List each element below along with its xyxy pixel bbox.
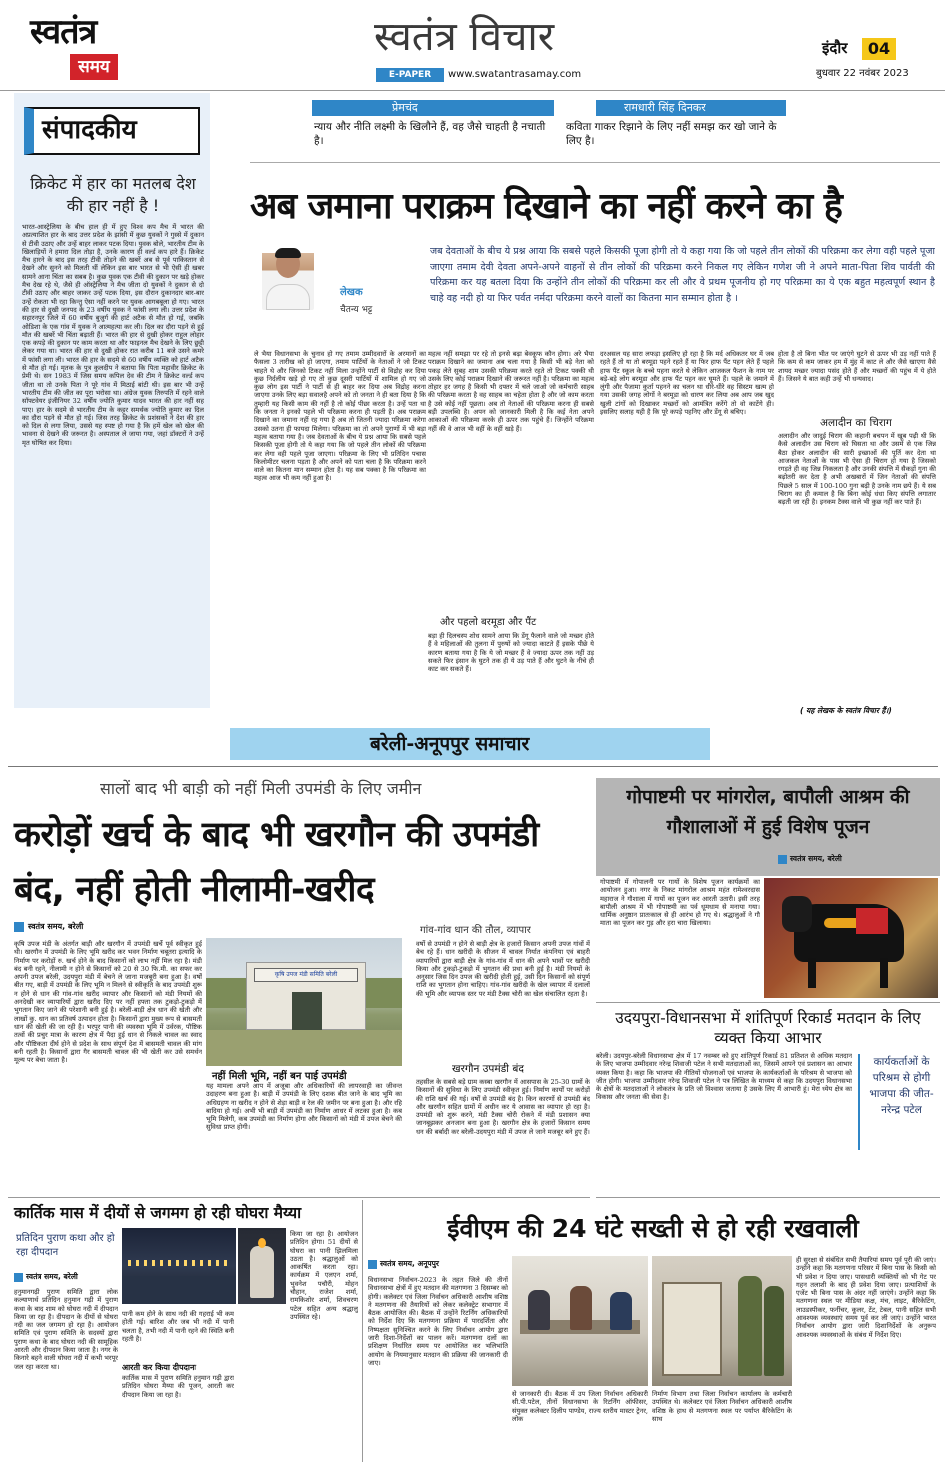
story5-col-1: विधानसभा निर्वाचन-2023 के तहत जिले की तीनों विधानसभा क्षेत्रों में हुए मतदान की मतगणना 3 दिसम्बर को होगी। कलेक्टर एवं जिला निर्वाचन अधिकारी आशीष वशिष्ठ ने मतगणना की तैयारियों को लेकर कलेक्ट्रेट सभागार में बैठक आयोजित की। बैठक में उन्होंने रिटर्निंग अधिकारियों को निर्देश दिए कि मतगणना प्रक्रिया में पारदर्शिता और निष्पक्षता सुनिश्चित करने के लिए निर्वाचन आयोग द्वारा जारी दिशा-निर्देशों का पालन करें। मतगणना दलों का प्रशिक्षण निर्धारित समय पर आयोजित कर भलिभांति आयोग के नियमानुसार मतदान की प्रक्रिया की जानकारी दी जाए। xyxy=(368,1276,508,1367)
page-number: 04 xyxy=(862,38,896,60)
story1-photo-caption: नहीं मिली भूमि, नहीं बन पाई उपमंडी xyxy=(212,1071,347,1082)
story5-photo-1-person-c xyxy=(610,1292,632,1330)
story2-headline: गोपाष्टमी पर मांगरोल, बापौली आश्रम की गौशालाओं में हुई विशेष पूजन xyxy=(626,786,910,838)
story2-body: गोपाष्टमी में गोपालनी पर गायों के विशेष पूजन कार्यक्रमों का आयोजन हुआ। नगर के निकट मांगरोल आश्रम महंत रामेश्वरदास महाराज ने गौशाला में गायों का पूजन कर आरती उतारी। इसी तरह बापौली आश्रम में भी गोपाष्टमी का पर्व धूमधाम से मनाया गया। धार्मिक अनुष्ठान प्रातःकाल से ही आरंभ हो गए थे। श्रद्धालुओं ने गौ माता का पूजन कर गुड़ और हरा चारा खिलाया। xyxy=(600,878,760,928)
story1-col-2b: तहसील के सबसे बड़े ग्राम कस्बा खरगौन में आसपास के 25-30 ग्रामों के किसानों की सुविधा के लिए उपमंडी स्वीकृत हुई। निर्माण कार्यों पर करोड़ों की राशि खर्च की गई। वर्षों से उपमंडी बंद है। किन कारणों से उपमंडी बंद और खरगौन सहित ग्रामों में अधीन कर ये आवास का व्यापार हो रहा है। उपमंडी को शुरू करने, मंडी टैक्स चोरी रोकने में मंडी प्रशासन क्या जानबूझकर अनजान बना हुआ है। खरगौन क्षेत्र के हजारों किसान समय धन की बर्बादी कर बरेली-उदयपुरा मंडी में उपज ले जाने मजबूर बने हुए हैं। xyxy=(416,1078,590,1136)
masthead xyxy=(0,0,945,92)
story4-col-2c: कार्तिक मास में पुराण समिति हनुमान गढ़ी द्वारा प्रतिदिन घोघरा मैय्या की पूजन, आरती कर दीपदान किया जा रहा है। xyxy=(122,1374,234,1399)
main-col-4: होता है तो बिना भीत पर जाएंगे घुटने से ऊपर भी उड़ नहीं पाते हैं कि कम से कम जाकर हम में मुंह में काट ले और जैसे खाएगा वैसे शायद मच्छर ज्यादा पसंद होते हैं और मच्छरों की पहुंच में ये होते हैं। जिसने ये बात कही उन्हें भी धन्यवाद। xyxy=(778,350,936,383)
story3-pull-quote: कार्यकर्ताओं के परिश्रम से होगी भाजपा की जीत-नरेन्द्र पटेल xyxy=(858,1054,940,1150)
story4-byline: स्वतंत्र समय, बरेली xyxy=(26,1272,78,1281)
main-intro: जब देवताओं के बीच ये प्रश्न आया कि सबसे पहले किसकी पूजा होगी तो ये कहा गया कि जो पहले तीन लोकों की परिक्रमा कर लेगा वही पहले पूजा जाएगा तमाम देवी देवता अपने-अपने वाहनों से तीन लोकों की परिक्रमा करने निकल गए लेकिन गणेश जी ने अपने माता-पिता शिव पार्वती की परिक्रमा कर यह बतला दिया कि उन्होंने तीन लोकों की परिक्रमा कर ली और वे प्रथम पूजनीय हो गए परिक्रमा का ये एक बहुत महत्वपूर्ण स्थान है चाहे वह नदी हो या फिर पर्वत नर्मदा परिक्रमा करने वालों का कितना मान सम्मान होता है । xyxy=(430,246,935,304)
story2-divider xyxy=(596,1002,940,1003)
story2-byline: स्वतंत्र समय, बरेली xyxy=(790,854,842,863)
page-title: स्वतंत्र विचार xyxy=(374,14,555,60)
editorial-headline: क्रिकेट में हार का मतलब देश की हार नहीं है ! xyxy=(30,174,196,215)
story2-photo-cloth xyxy=(856,908,888,934)
story2-byline-box xyxy=(778,855,787,864)
main-col-2b: बड़ा ही दिलचस्प शोध सामने आया कि डेंगू फैलाने वाले जो मच्छर होते हैं वे महिलाओं की तुलना में पुरुषों को ज्यादा काटते हैं इसके पीछे ये कारण बताया गया है कि ये जो मच्छर हैं वे ज्यादा ऊपर तक नहीं उड़ सकते फिर इंसान के घुटने तक ही ये उड़ पाते हैं और घुटने के नीचे ही काट कर सकते हैं। xyxy=(428,632,594,674)
quote-2 xyxy=(566,100,786,158)
author-photo xyxy=(262,244,314,310)
story4-byline-box xyxy=(14,1273,23,1282)
story5-photo-1 xyxy=(512,1256,648,1386)
logo-top: स्वतंत्र xyxy=(30,12,97,52)
main-headline: अब जमाना पराक्रम दिखाने का नहीं करने का है xyxy=(250,186,842,227)
story1-sub: खरगौन उपमंडी बंद xyxy=(452,1063,524,1075)
story3-body: बरेली। उदयपुर-बरेली विधानसभा क्षेत्र में 17 नवम्बर को हुए शांतिपूर्ण रिकार्ड 81 प्रतिशत से अधिक मतदान के लिए भाजपा उम्मीदवार नरेन्द्र शिवाजी पटेल ने सभी मतदाताओं का, जिसमें आपने एवं प्रशासन का आभार व्यक्त किया है। कहा कि भाजपा की नीतियों योजनाओं एवं भाजपा के कार्यकर्ताओं के परिश्रम से भाजपा को जीत होगी। भाजपा उम्मीदवार नरेन्द्र शिवाजी पटेल ने पत्र लिखित के माध्यम से कहा कि उदयपुरा विधानसभा के क्षेत्रों के मतदाताओं ने लोकतंत्र के प्रति जो विश्वास जताया है उसके लिए मैं आभारी हूं। मेरा ध्येय क्षेत्र का विकास और जनता की सेवा है। xyxy=(596,1052,852,1102)
author-photo-hair xyxy=(275,248,301,258)
story1-kicker: सालों बाद भी बाड़ी को नहीं मिली उपमंडी के लिए जमीन xyxy=(100,779,422,798)
story4-photo-2-person xyxy=(250,1246,274,1298)
story5-photo-2-guard-a xyxy=(738,1276,762,1376)
story4-photo-2 xyxy=(238,1228,286,1304)
quote-1 xyxy=(312,100,554,158)
story4-headline: कार्तिक मास में दीयों से जगमग हो रही घोघरा मैय्या xyxy=(14,1204,302,1222)
story4-photo-1-water xyxy=(122,1276,236,1304)
story2-photo-legs xyxy=(808,958,888,988)
story4-col-2: किया जा रहा है। आयोजन प्रतिदिन होगा। 51 दीयों से घोघरा का पानी झिलमिला उठता है। श्रद्धालुओं को आकर्षित करता रहा। कार्यक्रम में एलएन शर्मा, भुवनेश पचौरी, मोहन चौहान, राजेश शर्मा, रामकिशोर शर्मा, शिवचरण पटेल सहित अन्य श्रद्धालु उपस्थित रहे। xyxy=(290,1230,358,1321)
story5-photo-2 xyxy=(652,1256,792,1386)
story1-byline-box xyxy=(14,922,24,932)
main-col-1: ले भैया विधानसभा के चुनाव हो गए तमाम उम्मीदवारों के अरमानों का फैसला 3 तारीख को हो जाएगा, तमाम पार्टियों के नेताओं ने जो टिकट चाहते थे और जिनको टिकट नहीं मिला उन्होंने पार्टी से विद्रोह कर दिया कुछ निर्दलीय खड़े हो गए तो कुछ दूसरी पार्टियों में शामिल हो गए जो कुछ लोग इस पार्टी ने पार्टी से ही बाहर कर दिया अब विद्रोह करना जाएगा उनके लिए बड़ा सवालहै अपने को तो जनता ने ही बता दिया है कि तुम्हारी यह किसी काम की नहीं है तो कोई पीछा करता है। उन्हें पता था कि जनता ने इनको पहले भी परिक्रमा करना ही पड़ती है। अब पराक्रम दिखाने का जमाना नहीं रह गया है अब तो जितनी ज्यादा परिक्रमा करेगा उसको उतना ही फायदा मिलेगा। परिक्रमा का तो अपने पुराणों में भी बड़ा महत्व बताया गया है। जब देवताओं के बीच ये प्रश्न आया कि सबसे पहले किसकी पूजा होगी तो ये कहा गया कि जो पहले तीन लोकों की परिक्रमा कर लेगा वही पहले पूजा जाएगा। परिक्रमा के लिए भी प्रतिदिन पचास किलोमीटर चलना पड़ता है और अपने को पता चला है कि परिक्रमा करने वाले का कितना मान सम्मान होता है। यह सब पक्का है कि परिक्रमा का महत्व आज भी कम नहीं हुआ है। xyxy=(254,350,426,483)
story1-divider xyxy=(8,1197,590,1198)
story1-col-2: वर्षो से उपमंडी न होने से बाड़ी क्षेत्र के हजारों किसान अपनी उपज गांवों में बेच रहे हैं। धान खरीदी के सीजन में चावल निर्यात कंपनिया एवं बाहरी व्यापारियों द्वारा बाड़ी क्षेत्र के गांव-गांव में धान की अपने भावों पर खरीदी किया और टुकड़ो-टुकड़ो में भुगतान की प्रथा बनी हुई है। मंडी नियमों के अनुसार जिस दिन उपज की खरीदी होती हुई, उसी दिन किसानों को संपूर्ण राशि का भुगतान होना चाहिए। गांव-गांव खरीदी के खेल व्यापार में दलालों की भूमि और व्यापक स्तर पर मंडी टैक्स चोरी का खेल संचालित रहता है। xyxy=(416,940,590,998)
story5-byline: स्वतंत्र समय, अनूपपुर xyxy=(380,1259,439,1268)
story1-photo xyxy=(206,938,402,1066)
quote-1-author: प्रेमचंद xyxy=(312,100,554,116)
story3-headline: उदयपुरा-विधानसभा में शांतिपूर्ण रिकार्ड मतदान के लिए व्यक्त किया आभार xyxy=(615,1009,921,1047)
region-rule xyxy=(8,766,938,767)
editorial-section-title: संपादकीय xyxy=(42,115,137,145)
story5-caption-2: निर्माण विभाग तथा जिला निर्वाचन कार्यालय के कर्मचारी उपस्थित थे। कलेक्टर एवं जिला निर्वाचन अधिकारी आशीष वशिष्ठ के हाथ से मतगणना स्थल पर पर्याप्त बैरिकेटिंग के साथ xyxy=(652,1390,792,1423)
story1-photo-door xyxy=(292,992,322,1030)
story1-headline: करोड़ों खर्च के बाद भी खरगौन की उपमंडी बंद, नहीं होती नीलामी-खरीद xyxy=(14,815,539,910)
story5-photo-2-door xyxy=(662,1282,722,1376)
main-sub-1: और पहलो बरमूडा और पैंट xyxy=(440,617,537,628)
masthead-rule xyxy=(0,90,945,91)
story1-col-1: कृषि उपज मंडी के अंतर्गत बाड़ी और खरगौन में उपमंडी खर्चे पूर्व स्वीकृत हुई थी। खरगौन में उपमंडी के लिए भूमि खरीद कर भवन निर्माण चबूतरा इत्यादि के निर्माण पर करोड़ों रु. खर्च होने के बाद किसानों को लाभ नहीं मिल रहा है। मंडी बंद बनी रहने, नीलामी न होने से किसानों को 20 से 30 फि.मी. का सफर कर अपनी उपज बरेली, उदयपुरा मंडी में बेचने ले जाना मजबूरी बना हुआ है। वर्षों बीत गए, बाड़ी में उपमंडी के लिए भूमि न मिलने से स्वीकृति के बाद उपमंडी शुरू न होने से धान की गांव-गांव खरीद व्यापार और किसानों को मंडी नियमों की अनदेखी कर व्यापारियों द्वारा खरीद दिए पर नहीं हफ्ता तक टुकड़ो-टुकड़ो में भुगतान किए जाने की परेशानी बनी हुई है। बरेली-बाड़ी क्षेत्र धान की खेती और लाखों कु. धान का प्रतिवर्ष उत्पादन होता है। किसानों द्वारा मुख्य रूप से बासमती धान की खेती की जा रही है। भरपूर पानी की व्यवस्था भूमि में उर्वरक, पौष्टिक तत्वों की प्रचुर मात्रा के कारण क्षेत्र में पैदा हुई धान से निकले चावल का स्वाद और पौष्टिकता दीर्घ होने से प्रदेश के साथ संपूर्ण देश में बासमती चावल की मांग बनी रहती है। किसानों द्वारा गैर बासमती चावल की भी खेती कर उसे समर्थन मूल्य पर बेचा जाता है। xyxy=(14,940,202,1065)
story5-photo-2-guard-b xyxy=(764,1286,784,1376)
story1-caption-top: गांव-गांव धान की तौल, व्यापार xyxy=(420,925,531,936)
logo-bottom: समय xyxy=(70,54,118,80)
editorial-body: भारत-आस्ट्रेलिया के बीच हाल ही में हुए विश्व कप मैच में भारत की अप्रत्याशित हार के बाद उत्तर प्रदेश के झांसी में कुछ युवकों ने गुस्से में दुकान से टीवी उठाए और उन्हें बाहर लाकर पटक दिया। युवक बोले, भारतीय टीम के खिलाड़ियों ने हमारा दिल तोड़ा है, उनके कारण ही वर्ल्ड कप हारे हैं। क्रिकेट मैच हारने के बाद इस तरह टीवी तोड़ने की खबरें अब से पूर्व पाकिस्तान से देखने और सुनने को मिलती थीं लेकिन इस बार भारत से भी ऐसी ही खबर सामने आना चिंता का सबब है। कुछ युवक एक टीवी की दुकान पर खड़े होकर मैच देख रहे थे, जैसे ही ऑस्ट्रेलिया ने मैच जीता दो युवकों ने दुकान से दो टीवी उठाए और बाहर जाकर उन्हें पटक दिया, इस दौरान दुकानदार बार-बार उन्हें रोकता भी रहा किन्तु ऐसा नहीं करने पर युवक आगबबूला हो गए। भारत की हार से दुखी जनपद के 23 वर्षीय युवक ने फांसी लगा ली। उत्तर प्रदेश के सहारनपुर जिले में 60 वर्षीय बुजुर्ग की हार्ट अटैक से मौत हो गई, जबकि ओडिशा के एक गांव में युवक ने आत्महत्या कर ली। दिल का दौरा पड़ने से हुई मौत की खबरें भी चिंता बढ़ाती हैं। भारत की हार से दुखी होकर राहुल लोहार एक कपड़े की दुकान पर काम करता था और फाइनल मैच देखने के लिए छुट्टी लेकर गया था। भारत की हार से दुखी होकर रात करीब 11 बजे उसने कमरे में फांसी लगा ली। भारत की हार के सदमे से 60 वर्षीय व्यक्ति को हार्ट अटैक से मौत हो गई। मृतक के पुत्र कुलदीप ने बताया कि पिता महावीर क्रिकेट के प्रेमी थे। सन 1983 में जिस समय कपिल देव की टीम ने क्रिकेट वर्ल्ड कप जीता था तो उनके पिता ने पूरे गांव में मिठाई बांटी थी। इस बार भी उन्हें भारतीय टीम की जीत का पूरा भरोसा था। अंग्रेज युवक तिरुपति में रहने वाले सॉफ्टवेयर इंजीनियर 32 वर्षीय ज्योति कुमार यादव भारत की हार नहीं सह पाए। हार के सदमे से भारतीय टीम के कट्टर समर्थक ज्योति कुमार का दिल का दौरा पड़ने से मौत हो गई। जिस तरह क्रिकेट के प्रशंसकों ने देश की हार को दिल से लगा लिया, उससे यह स्पष्ट हो गया है कि हमें खेल को खेल की भावना से देखने की जरूरत है। अस्पताल ले जाया गया, जहां डॉक्टरों ने उन्हें मृत घोषित कर दिया। xyxy=(22,223,204,447)
story4-kicker: प्रतिदिन पुराण कथा और हो रहा दीपदान xyxy=(16,1233,115,1258)
story5-photo-1-person-a xyxy=(528,1290,550,1330)
main-col-2: महत्व नहीं समझा पर रहे तो इनसे बढ़ा बेवकूफ कौन होगा। अरे भैया पराक्रम दिखाने का जमाना अब चला गया है किसी भी बड़े नेता को पकड़ लेते सुबह शाम उसकी परिक्रमा करते रहते तो टिकट पक्की थी उसके लिए कोई पराक्रम दिखाने की जरूरत नहीं है। परिक्रमा का महत्व तोहार हर जगह है किसी भी दफ्तर में चले जाओ जो कर्मचारी साहब की परिक्रमा करता है वह साहब का चहेता होता है और जो काम करता है उसे कोई नहीं पूछता। अब तो नेताओं की परिक्रमा करना ही सबसे बड़ी उपलब्धि है। अपन को जानकारी मिली है कि कई नेता अपने आकाओं की परिक्रमा करके ही ऊपर तक पहुंचे हैं। जिन्होंने परिक्रमा नहीं की वे आज भी वहीं के वहीं खड़े हैं। xyxy=(428,350,594,433)
story4-photo-2-flame xyxy=(258,1238,266,1248)
city: इंदौर xyxy=(822,39,848,57)
story5-caption-1: से जानकारी दी। बैठक में उप जिला निर्वाचन अधिकारी सी.पी.पटेल, तीनों विधानसभा के रिटर्निंग ऑफीसर, संयुक्त कलेक्टर दिलीप पाण्डेय, राज्य स्तरीय मास्टर ट्रेनर, लोक xyxy=(512,1390,648,1423)
story4-sub: आरती कर किया दीपदानः xyxy=(122,1363,197,1372)
story5-byline-box xyxy=(368,1260,377,1269)
author-label: लेखक xyxy=(340,287,363,298)
story5-photo-1-person-b xyxy=(570,1286,592,1330)
story3-divider xyxy=(596,1197,940,1198)
story4-photo-1-lights xyxy=(128,1260,228,1266)
editorial-column xyxy=(14,93,210,708)
date: बुधवार 22 नवंबर 2023 xyxy=(816,68,909,79)
author-name: चैतन्य भट्ट xyxy=(340,305,373,315)
story4-col-2b: पानी कम होने के साथ नदी की गहराई भी कम होती गई। बारिश और जब भी नदी में पानी चलता है, तभी नदी में पानी रहने की स्थिति बनी रहती है। xyxy=(122,1310,234,1343)
story4-photo-1 xyxy=(122,1228,236,1304)
epaper-badge: E-PAPER xyxy=(376,68,444,82)
main-col-3: दरअसल यह सारा लफड़ा इसलिए हो रहा है कि मर्द अधिकतर घर में जब रहते हैं तो या तो बरमूडा पहने रहते हैं या फिर हाफ पैंट पहन लेते हैं पहले हाफ पैंट स्कूल के बच्चे पहना करते थे लेकिन आजकल फैशन के नाम पर बड़े-बड़े लोग बरमूडा और हाफ पैंट पहन कर घूमते हैं। पहले के जमाने में लुंगी और पैजामा कुर्ता पहनने का चलन था धीरे-धीरे वह सिस्टम खत्म हो गया उसकी जगह लोगों ने बरमूडा को धारण कर लिया अब आप जब खुद खुली टांगों को दिखाकर मच्छरों को आमंत्रित करेंगे तो वो काटेंगे ही। इसलिए सलाह यही है कि पूरे कपड़े पहनिए और डेंगू से बचिए। xyxy=(600,350,774,417)
story2-photo-cow-head xyxy=(782,896,812,932)
website[interactable]: www.swatantrasamay.com xyxy=(448,69,582,80)
story-divider-vertical xyxy=(362,1200,363,1462)
quote-1-text: न्याय और नीति लक्ष्मी के खिलौने हैं, वह जैसे चाहती है नचाती है। xyxy=(314,121,546,147)
quote-divider xyxy=(250,162,940,163)
quote-2-text: कविता गाकर रिझाने के लिए नहीं समझ कर खो जाने के लिए है। xyxy=(566,121,777,147)
story4-col-1: हनुमानगढ़ी पुराण समिति द्वारा लोक कल्याणार्थ प्रतिदिन हनुमान गढ़ी में पुराण कथा के बाद शाम को घोघरा नदी में दीपदान किया जा रहा है। दीपदान के दीयों से घोघरा नदी का जल जगमग हो रहा है। आयोजन समिति एवं पुराण समिति के सदस्यों द्वारा पुराण कथा के बाद घोघरा नदी की सामूहिक आरती और दीपदान किया जाता है। नगर के किनारे बहने वाली घोघरा नदी में कभी भरपूर जल रहा करता था। xyxy=(14,1288,118,1371)
author-photo-shirt xyxy=(266,284,310,310)
main-footnote: ( यह लेखक के स्वतंत्र विचार हैं।) xyxy=(800,706,892,715)
quote-2-author: रामधारी सिंह दिनकर xyxy=(596,100,786,116)
story1-photo-ground xyxy=(206,1030,402,1066)
region-banner-title: बरेली-अनूपपुर समाचार xyxy=(370,733,530,755)
story5-col-3: ही सुरक्षा से संबंधित सभी तैयारियां समय पूर्व पूरी की जाएं। उन्होंने कहा कि मतगणना परिसर में बिना पास के किसी को भी प्रवेश न दिया जाए। पासधारी व्यक्तियों को भी गेट पर गहन तलाशी के बाद ही प्रवेश दिया जाए। प्रत्याशियों के एजेंट भी बिना पास के अंदर नहीं जाएंगे। उन्होंने कहा कि मतगणना स्थल पर मीडिया कक्ष, मंच, लाइट, बैरिकेटिंग, लाउडस्पीकर, फर्नीचर, कूलर, टेंट, टेबल, पानी सहित सभी आवश्यक व्यवस्थाएं समय पूर्व कर ली जाएं। उन्होंने भारत निर्वाचन आयोग द्वारा जारी दिशानिर्देशों के अनुरूप आवश्यक व्यवस्थाओं के संबंध में निर्देश दिए। xyxy=(796,1256,936,1339)
story1-byline: स्वतंत्र समय, बरेली xyxy=(28,922,84,931)
story1-col-3: यह मामला अपने आप में अजूबा और अधिकारियों की लापरवाही का जीवन्त उदाहरण बना हुआ है। बाड़ी में उपमंडी के लिए दशक बीत जाने के बाद भूमि का अधिग्रहण ना खरीद न होने से शेड़ा बाड़ी व रेल की जमीन पर बना हुआ है। और रहि बादिया हो गई। अभी भी बाड़ी में उपमंडी का निर्माण आधर में लटका हुआ है। कब भूमि मिलेगी, कब उपमंडी का निर्माण होगा और किसानों को मंडी में उपज बेचने की सुविधा प्राप्त होगी। xyxy=(206,1082,402,1132)
story5-headline: ईवीएम की 24 घंटे सख्ती से हो रही रखवाली xyxy=(447,1214,859,1243)
story2-photo xyxy=(764,878,938,998)
main-sub-2: अलादीन का चिराग xyxy=(820,417,892,429)
main-col-4b: अलादीन और जादुई चिराग की कहानी बचपन में खूब पढ़ी थी कि कैसे अलादीन उस चिराग को घिसता था और उसमें से एक जिन्न बैठा होकर अलादीन की सारी इच्छाओं की पूर्ति कर देता था आजकल नेताओं के पास भी ऐसा ही चिराग हो गया है जिसको रगड़ते ही वह जिन्न निकलता है और उनकी संपत्ति में सैकड़ों गुना की बढ़ोतरी कर देता है अभी अखबारों में जिन नेताओं की संपत्ति पिछले 5 साल में 100-100 गुना बढ़ी है उनके नाम छपे हैं। ये सब चिराग का ही कमाल है कि बिना कोई धंधा किए संपत्ति लगातार बढ़ती जा रही है। इनकम टैक्स वाले भी कुछ नहीं कर पाते हैं। xyxy=(778,432,936,507)
story1-photo-sign-text: कृषि उपज मंडी समिति बरेली xyxy=(274,971,338,978)
